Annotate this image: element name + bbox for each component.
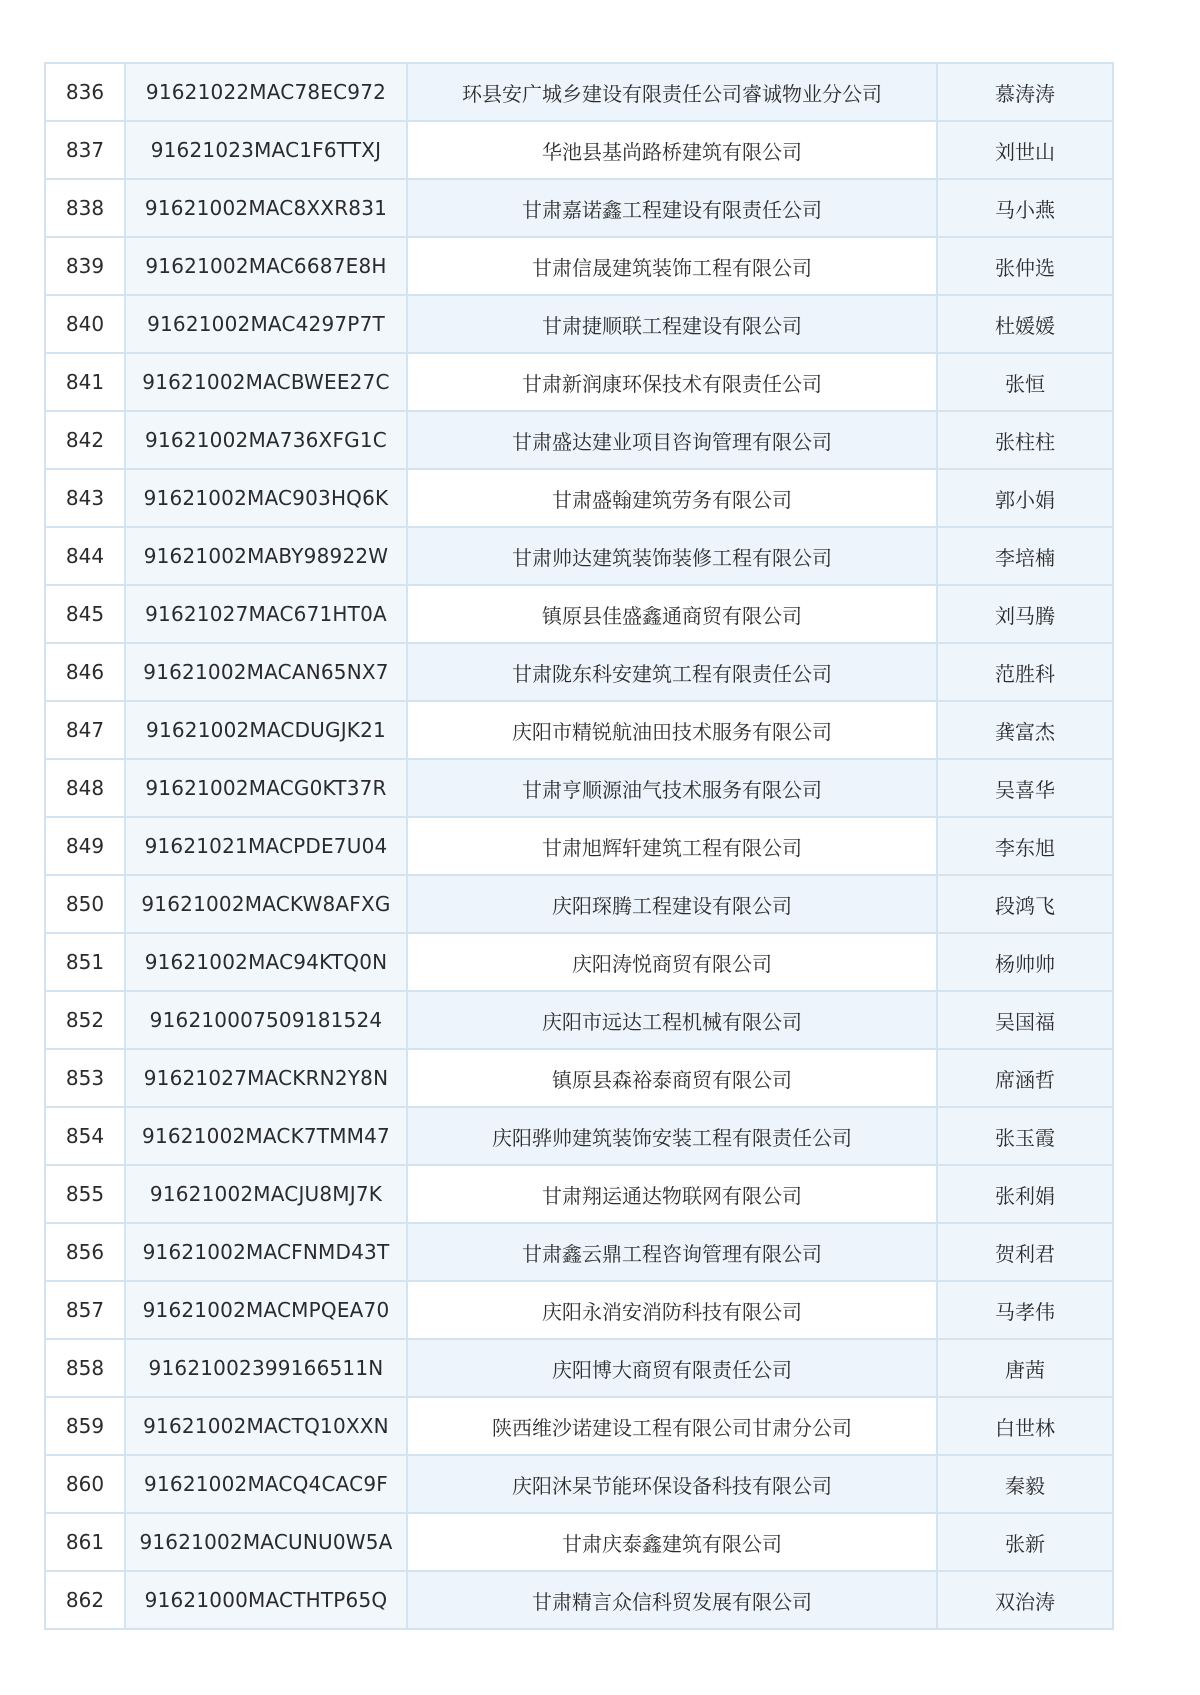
company-name-cell: 甘肃捷顺联工程建设有限公司 bbox=[407, 295, 937, 353]
row-number-cell: 837 bbox=[45, 121, 125, 179]
credit-code-cell: 91621002MAC4297P7T bbox=[125, 295, 407, 353]
company-name-cell: 环县安广城乡建设有限责任公司睿诚物业分公司 bbox=[407, 63, 937, 121]
table-row bbox=[45, 643, 1113, 701]
company-name-cell: 甘肃亨顺源油气技术服务有限公司 bbox=[407, 759, 937, 817]
company-name-cell: 甘肃旭辉轩建筑工程有限公司 bbox=[407, 817, 937, 875]
credit-code-cell: 91621023MAC1F6TTXJ bbox=[125, 121, 407, 179]
legal-representative-cell: 杨帅帅 bbox=[937, 933, 1113, 991]
credit-code-cell: 91621027MACKRN2Y8N bbox=[125, 1049, 407, 1107]
row-number-cell: 862 bbox=[45, 1571, 125, 1629]
table-row bbox=[45, 701, 1113, 759]
table-row bbox=[45, 1049, 1113, 1107]
company-name-cell: 陕西维沙诺建设工程有限公司甘肃分公司 bbox=[407, 1397, 937, 1455]
company-name-cell: 庆阳琛腾工程建设有限公司 bbox=[407, 875, 937, 933]
credit-code-cell: 91621027MAC671HT0A bbox=[125, 585, 407, 643]
legal-representative-cell: 杜媛媛 bbox=[937, 295, 1113, 353]
credit-code-cell: 91621002MACAN65NX7 bbox=[125, 643, 407, 701]
row-number-cell: 848 bbox=[45, 759, 125, 817]
legal-representative-cell: 刘世山 bbox=[937, 121, 1113, 179]
table-body bbox=[45, 63, 1113, 1629]
row-number-cell: 849 bbox=[45, 817, 125, 875]
company-name-cell: 庆阳博大商贸有限责任公司 bbox=[407, 1339, 937, 1397]
legal-representative-cell: 范胜科 bbox=[937, 643, 1113, 701]
legal-representative-cell: 张玉霞 bbox=[937, 1107, 1113, 1165]
legal-representative-cell: 贺利君 bbox=[937, 1223, 1113, 1281]
credit-code-cell: 91621022MAC78EC972 bbox=[125, 63, 407, 121]
credit-code-cell: 91621002MACDUGJK21 bbox=[125, 701, 407, 759]
company-name-cell: 甘肃嘉诺鑫工程建设有限责任公司 bbox=[407, 179, 937, 237]
company-name-cell: 庆阳永消安消防科技有限公司 bbox=[407, 1281, 937, 1339]
credit-code-cell: 91621002MACK7TMM47 bbox=[125, 1107, 407, 1165]
row-number-cell: 858 bbox=[45, 1339, 125, 1397]
company-name-cell: 甘肃精言众信科贸发展有限公司 bbox=[407, 1571, 937, 1629]
company-name-cell: 甘肃盛翰建筑劳务有限公司 bbox=[407, 469, 937, 527]
credit-code-cell: 91621002MACTQ10XXN bbox=[125, 1397, 407, 1455]
legal-representative-cell: 慕涛涛 bbox=[937, 63, 1113, 121]
company-name-cell: 庆阳涛悦商贸有限公司 bbox=[407, 933, 937, 991]
table-row bbox=[45, 1223, 1113, 1281]
credit-code-cell: 91621002MACBWEE27C bbox=[125, 353, 407, 411]
row-number-cell: 845 bbox=[45, 585, 125, 643]
legal-representative-cell: 张柱柱 bbox=[937, 411, 1113, 469]
credit-code-cell: 91621000MACTHTP65Q bbox=[125, 1571, 407, 1629]
credit-code-cell: 91621002MACMPQEA70 bbox=[125, 1281, 407, 1339]
table-row bbox=[45, 411, 1113, 469]
credit-code-cell: 91621002399166511N bbox=[125, 1339, 407, 1397]
company-name-cell: 甘肃庆泰鑫建筑有限公司 bbox=[407, 1513, 937, 1571]
legal-representative-cell: 张仲选 bbox=[937, 237, 1113, 295]
company-name-cell: 甘肃帅达建筑装饰装修工程有限公司 bbox=[407, 527, 937, 585]
row-number-cell: 843 bbox=[45, 469, 125, 527]
credit-code-cell: 91621002MAC6687E8H bbox=[125, 237, 407, 295]
company-name-cell: 镇原县森裕泰商贸有限公司 bbox=[407, 1049, 937, 1107]
row-number-cell: 861 bbox=[45, 1513, 125, 1571]
legal-representative-cell: 秦毅 bbox=[937, 1455, 1113, 1513]
row-number-cell: 852 bbox=[45, 991, 125, 1049]
table-row bbox=[45, 469, 1113, 527]
table-row bbox=[45, 1571, 1113, 1629]
company-name-cell: 华池县基尚路桥建筑有限公司 bbox=[407, 121, 937, 179]
legal-representative-cell: 马孝伟 bbox=[937, 1281, 1113, 1339]
row-number-cell: 839 bbox=[45, 237, 125, 295]
table-row bbox=[45, 759, 1113, 817]
table-row bbox=[45, 527, 1113, 585]
row-number-cell: 854 bbox=[45, 1107, 125, 1165]
row-number-cell: 846 bbox=[45, 643, 125, 701]
legal-representative-cell: 双治涛 bbox=[937, 1571, 1113, 1629]
table-row bbox=[45, 237, 1113, 295]
company-name-cell: 甘肃盛达建业项目咨询管理有限公司 bbox=[407, 411, 937, 469]
table-row bbox=[45, 1455, 1113, 1513]
table-row bbox=[45, 121, 1113, 179]
table-row bbox=[45, 1397, 1113, 1455]
row-number-cell: 851 bbox=[45, 933, 125, 991]
legal-representative-cell: 马小燕 bbox=[937, 179, 1113, 237]
legal-representative-cell: 吴国福 bbox=[937, 991, 1113, 1049]
row-number-cell: 840 bbox=[45, 295, 125, 353]
table-row bbox=[45, 1165, 1113, 1223]
company-registry-table bbox=[44, 62, 1114, 1630]
credit-code-cell: 91621002MACQ4CAC9F bbox=[125, 1455, 407, 1513]
legal-representative-cell: 龚富杰 bbox=[937, 701, 1113, 759]
table-row bbox=[45, 295, 1113, 353]
registry-sheet bbox=[44, 62, 1104, 1630]
row-number-cell: 853 bbox=[45, 1049, 125, 1107]
legal-representative-cell: 李东旭 bbox=[937, 817, 1113, 875]
row-number-cell: 857 bbox=[45, 1281, 125, 1339]
row-number-cell: 850 bbox=[45, 875, 125, 933]
table-row bbox=[45, 875, 1113, 933]
credit-code-cell: 91621002MAC94KTQ0N bbox=[125, 933, 407, 991]
table-row bbox=[45, 585, 1113, 643]
credit-code-cell: 91621002MA736XFG1C bbox=[125, 411, 407, 469]
legal-representative-cell: 张新 bbox=[937, 1513, 1113, 1571]
row-number-cell: 838 bbox=[45, 179, 125, 237]
legal-representative-cell: 郭小娟 bbox=[937, 469, 1113, 527]
table-row bbox=[45, 817, 1113, 875]
company-name-cell: 甘肃新润康环保技术有限责任公司 bbox=[407, 353, 937, 411]
company-name-cell: 甘肃信晟建筑装饰工程有限公司 bbox=[407, 237, 937, 295]
legal-representative-cell: 席涵哲 bbox=[937, 1049, 1113, 1107]
company-name-cell: 镇原县佳盛鑫通商贸有限公司 bbox=[407, 585, 937, 643]
credit-code-cell: 91621002MACG0KT37R bbox=[125, 759, 407, 817]
legal-representative-cell: 吴喜华 bbox=[937, 759, 1113, 817]
company-name-cell: 庆阳沐杲节能环保设备科技有限公司 bbox=[407, 1455, 937, 1513]
legal-representative-cell: 张利娟 bbox=[937, 1165, 1113, 1223]
table-row bbox=[45, 933, 1113, 991]
legal-representative-cell: 唐茜 bbox=[937, 1339, 1113, 1397]
company-name-cell: 庆阳市精锐航油田技术服务有限公司 bbox=[407, 701, 937, 759]
table-row bbox=[45, 1513, 1113, 1571]
row-number-cell: 856 bbox=[45, 1223, 125, 1281]
row-number-cell: 847 bbox=[45, 701, 125, 759]
table-row bbox=[45, 1107, 1113, 1165]
credit-code-cell: 91621002MACFNMD43T bbox=[125, 1223, 407, 1281]
legal-representative-cell: 白世林 bbox=[937, 1397, 1113, 1455]
table-row bbox=[45, 63, 1113, 121]
company-name-cell: 庆阳市远达工程机械有限公司 bbox=[407, 991, 937, 1049]
company-name-cell: 甘肃翔运通达物联网有限公司 bbox=[407, 1165, 937, 1223]
table-row bbox=[45, 179, 1113, 237]
company-name-cell: 庆阳骅帅建筑装饰安装工程有限责任公司 bbox=[407, 1107, 937, 1165]
legal-representative-cell: 张恒 bbox=[937, 353, 1113, 411]
row-number-cell: 842 bbox=[45, 411, 125, 469]
credit-code-cell: 91621002MAC903HQ6K bbox=[125, 469, 407, 527]
credit-code-cell: 91621002MAC8XXR831 bbox=[125, 179, 407, 237]
table-row bbox=[45, 1339, 1113, 1397]
legal-representative-cell: 李培楠 bbox=[937, 527, 1113, 585]
table-row bbox=[45, 991, 1113, 1049]
company-name-cell: 甘肃鑫云鼎工程咨询管理有限公司 bbox=[407, 1223, 937, 1281]
table-row bbox=[45, 1281, 1113, 1339]
row-number-cell: 841 bbox=[45, 353, 125, 411]
credit-code-cell: 91621002MABY98922W bbox=[125, 527, 407, 585]
credit-code-cell: 91621002MACKW8AFXG bbox=[125, 875, 407, 933]
legal-representative-cell: 段鸿飞 bbox=[937, 875, 1113, 933]
credit-code-cell: 91621002MACUNU0W5A bbox=[125, 1513, 407, 1571]
row-number-cell: 836 bbox=[45, 63, 125, 121]
row-number-cell: 855 bbox=[45, 1165, 125, 1223]
credit-code-cell: 91621021MACPDE7U04 bbox=[125, 817, 407, 875]
table-row bbox=[45, 353, 1113, 411]
credit-code-cell: 91621002MACJU8MJ7K bbox=[125, 1165, 407, 1223]
row-number-cell: 860 bbox=[45, 1455, 125, 1513]
company-name-cell: 甘肃陇东科安建筑工程有限责任公司 bbox=[407, 643, 937, 701]
row-number-cell: 844 bbox=[45, 527, 125, 585]
legal-representative-cell: 刘马腾 bbox=[937, 585, 1113, 643]
credit-code-cell: 916210007509181524 bbox=[125, 991, 407, 1049]
row-number-cell: 859 bbox=[45, 1397, 125, 1455]
